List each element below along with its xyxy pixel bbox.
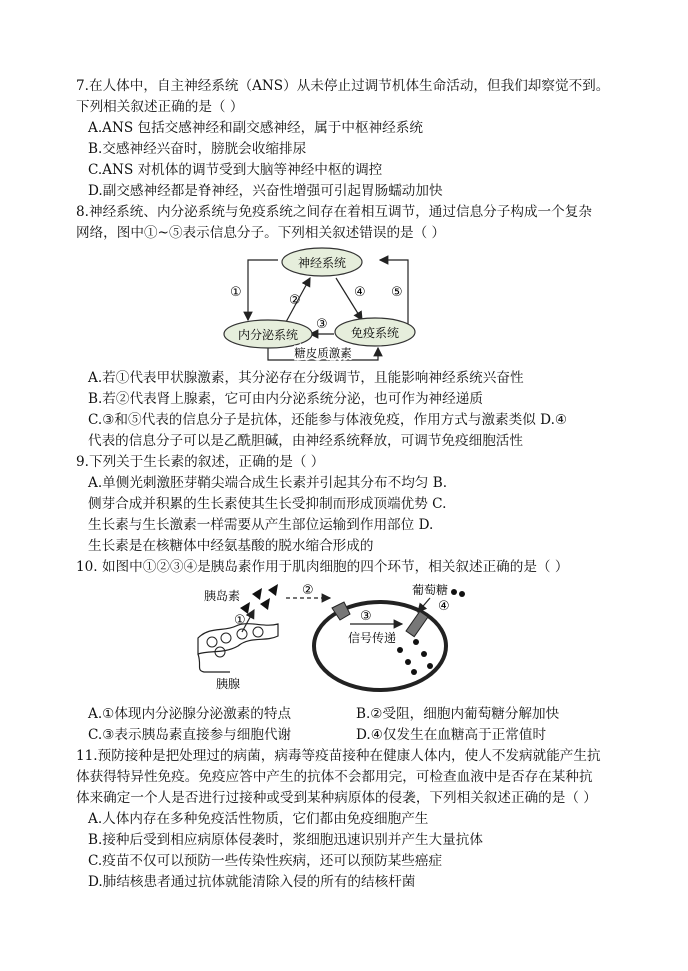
q11-option-c: C.疫苗不仅可以预防一些传染性疾病，还可以预防某些癌症	[88, 853, 443, 869]
pancreas-label: 胰腺	[216, 677, 241, 691]
q9-line1: A.单侧光刺激胚芽鞘尖端合成生长素并引起其分布不均匀 B.	[88, 475, 448, 491]
q11-stem-line3: 体来确定一个人是否进行过接种或受到某种病原体的侵袭，下列相关叙述正确的是（ ）	[76, 790, 597, 806]
q8-option-d-cont: 代表的信息分子可以是乙酰胆碱，由神经系统释放，可调节免疫细胞活性	[88, 433, 523, 449]
q11-option-d: D.肺结核患者通过抗体就能清除入侵的所有的结核杆菌	[88, 874, 416, 890]
q10-option-a: A.①体现内分泌腺分泌激素的特点	[88, 706, 292, 722]
glucose-label: 葡萄糖	[412, 583, 449, 597]
insulin-label: 胰岛素	[204, 589, 241, 603]
q7-option-d: D.副交感神经都是脊神经，兴奋性增强可引起胃肠蠕动加快	[88, 183, 443, 199]
q9-line3: 生长素与生长激素一样需要从产生部位运输到作用部位 D.	[88, 517, 434, 533]
q7-option-b: B.交感神经兴奋时，膀胱会收缩排尿	[88, 141, 307, 157]
signal-label: 信号传递	[348, 631, 397, 645]
q7-option-c: C.ANS 对机体的调节受到大脑等神经中枢的调控	[88, 162, 383, 178]
endocrine-system-label: 内分泌系统	[237, 328, 299, 342]
label-2: ②	[289, 293, 301, 308]
q7-stem-line1: 7.在人体中，自主神经系统（ANS）从未停止过调节机体生命活动，但我们却察觉不到。	[76, 78, 610, 94]
q9-line2: 侧芽合成并积累的生长素使其生长受抑制而形成顶端优势 C.	[88, 496, 447, 512]
immune-system-label: 免疫系统	[350, 326, 400, 340]
q11-option-b: B.接种后受到相应病原体侵袭时，浆细胞迅速识别并产生大量抗体	[88, 832, 483, 848]
q11-option-a: A.人体内存在多种免疫活性物质，它们都由免疫细胞产生	[88, 811, 429, 827]
label-3: ③	[316, 317, 328, 332]
nervous-system-label: 神经系统	[297, 256, 347, 270]
q9-line4: 生长素是在核糖体中经氨基酸的脱水缩合形成的	[88, 538, 374, 554]
insulin-molecule	[260, 598, 270, 610]
q7-option-a: A.ANS 包括交感神经和副交感神经，属于中枢神经系统	[88, 120, 423, 136]
q10-option-b: B.②受阻，细胞内葡萄糖分解加快	[356, 706, 560, 722]
q9-stem: 9.下列关于生长素的叙述，正确的是（ ）	[76, 454, 325, 470]
step-1-label: ①	[234, 613, 246, 628]
q8-stem-line1: 8.神经系统、内分泌系统与免疫系统之间存在着相互调节，通过信息分子构成一个复杂	[76, 204, 592, 220]
label-4: ④	[354, 285, 366, 300]
pancreas-shape	[198, 624, 278, 654]
label-1: ①	[230, 285, 242, 300]
insulin-molecule	[268, 584, 278, 596]
glucocorticoid-label: 糖皮质激素	[294, 346, 352, 360]
q10-insulin-diagram	[190, 580, 470, 700]
q11-stem-line2: 体获得特异性免疫。免疫应答中产生的抗体不会都用完，可检查血液中是否存在某种抗	[76, 769, 593, 785]
step-2-label: ②	[302, 583, 314, 598]
q8-option-b: B.若②代表肾上腺素，它可由内分泌系统分泌，也可作为神经递质	[88, 391, 483, 407]
q8-regulation-diagram	[218, 242, 418, 367]
step-4-label: ④	[438, 599, 450, 614]
label-5: ⑤	[391, 285, 403, 300]
q8-option-c: C.③和⑤代表的信息分子是抗体，还能参与体液免疫，作用方式与激素类似 D.④	[88, 412, 568, 428]
insulin-molecule	[252, 588, 262, 600]
q10-stem: 10. 如图中①②③④是胰岛素作用于肌肉细胞的四个环节，相关叙述正确的是（ ）	[76, 559, 569, 575]
step-3-label: ③	[360, 609, 372, 624]
q10-option-d: D.④仅发生在血糖高于正常值时	[356, 727, 547, 743]
q7-stem-line2: 下列相关叙述正确的是（ ）	[76, 99, 244, 115]
q8-option-a: A.若①代表甲状腺激素，其分泌存在分级调节，且能影响神经系统兴奋性	[88, 370, 524, 386]
q8-stem-line2: 网络，图中①~⑤表示信息分子。下列相关叙述错误的是（ ）	[76, 225, 446, 241]
q10-option-c: C.③表示胰岛素直接参与细胞代谢	[88, 727, 292, 743]
q11-stem-line1: 11.预防接种是把处理过的病菌，病毒等疫苗接种在健康人体内，使人不发病就能产生抗	[76, 748, 601, 764]
arrow-1	[248, 260, 278, 320]
